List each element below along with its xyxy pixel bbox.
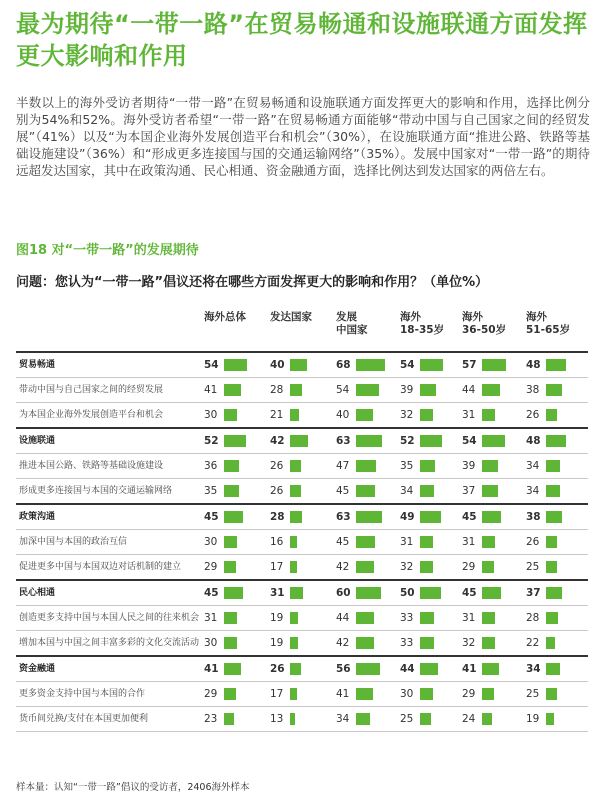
row-label: 促进更多中国与本国双边对话机制的建立	[19, 562, 182, 572]
value-number: 30	[400, 688, 414, 700]
category-row	[16, 503, 588, 529]
value-number: 29	[204, 561, 218, 573]
value-bar	[420, 561, 433, 573]
value-bar	[290, 561, 297, 573]
item-row	[16, 402, 588, 427]
row-label: 加深中国与本国的政治互信	[19, 537, 128, 547]
value-bar	[420, 384, 436, 396]
value-number: 19	[526, 713, 540, 725]
value-number: 54	[400, 359, 415, 371]
value-bar	[546, 435, 566, 447]
value-bar	[356, 536, 375, 548]
value-bar	[482, 511, 501, 523]
value-number: 45	[204, 511, 219, 523]
value-number: 42	[336, 637, 350, 649]
value-bar	[356, 561, 374, 573]
value-bar	[224, 713, 234, 725]
value-bar	[482, 612, 495, 624]
column-header-line2: 中国家	[336, 324, 368, 336]
figure-title: 图18 对“一带一路”的发展期待	[16, 243, 199, 258]
value-bar	[290, 511, 302, 523]
value-number: 45	[336, 536, 350, 548]
row-label: 形成更多连接国与本国的交通运输网络	[19, 486, 173, 496]
value-bar	[546, 587, 562, 599]
category-row	[16, 427, 588, 453]
value-bar	[482, 384, 500, 396]
value-number: 44	[336, 612, 350, 624]
value-bar	[356, 688, 373, 700]
row-label: 带动中国与自己国家之间的经贸发展	[19, 385, 164, 395]
value-bar	[356, 663, 380, 675]
value-bar	[546, 612, 558, 624]
value-number: 38	[526, 511, 541, 523]
item-row	[16, 529, 588, 554]
value-number: 41	[204, 663, 219, 675]
value-bar	[420, 460, 435, 472]
value-number: 34	[526, 663, 541, 675]
value-number: 35	[400, 460, 414, 472]
value-number: 44	[462, 384, 476, 396]
item-row	[16, 630, 588, 655]
value-number: 25	[526, 561, 540, 573]
value-bar	[482, 663, 499, 675]
value-number: 13	[270, 713, 284, 725]
column-header-line1: 发达国家	[270, 311, 312, 323]
results-table	[16, 311, 588, 732]
column-header	[336, 311, 368, 337]
value-number: 28	[526, 612, 540, 624]
item-row	[16, 453, 588, 478]
value-bar	[546, 359, 566, 371]
value-bar	[420, 409, 433, 421]
value-bar	[356, 409, 373, 421]
category-row	[16, 579, 588, 605]
value-bar	[482, 460, 498, 472]
row-label: 更多资金支持中国与本国的合作	[19, 689, 146, 699]
value-bar	[290, 435, 308, 447]
value-bar	[546, 460, 560, 472]
value-number: 45	[204, 587, 219, 599]
value-number: 29	[462, 688, 476, 700]
value-number: 41	[336, 688, 350, 700]
value-bar	[224, 663, 241, 675]
value-number: 54	[462, 435, 477, 447]
value-number: 39	[462, 460, 476, 472]
value-number: 24	[462, 713, 476, 725]
column-header-line2: 18-35岁	[400, 324, 445, 336]
item-row	[16, 377, 588, 402]
value-number: 45	[462, 587, 477, 599]
item-row	[16, 478, 588, 503]
value-number: 40	[270, 359, 285, 371]
value-bar	[356, 713, 370, 725]
value-bar	[224, 435, 246, 447]
value-number: 54	[204, 359, 219, 371]
value-number: 29	[462, 561, 476, 573]
value-number: 32	[462, 637, 476, 649]
value-number: 37	[462, 485, 476, 497]
item-row	[16, 681, 588, 706]
page-title: 最为期待“一带一路”在贸易畅通和设施联通方面发挥更大影响和作用	[16, 10, 588, 70]
value-number: 35	[204, 485, 218, 497]
row-label: 创造更多支持中国与本国人民之间的往来机会	[19, 613, 200, 623]
column-header-line2: 51-65岁	[526, 324, 571, 336]
value-number: 30	[204, 409, 218, 421]
value-number: 34	[526, 485, 540, 497]
value-bar	[356, 359, 385, 371]
value-bar	[290, 460, 301, 472]
value-bar	[482, 637, 495, 649]
item-row	[16, 554, 588, 579]
value-bar	[290, 587, 303, 599]
value-bar	[482, 536, 495, 548]
value-bar	[224, 536, 237, 548]
value-bar	[420, 688, 433, 700]
value-bar	[482, 561, 494, 573]
value-bar	[290, 713, 295, 725]
value-bar	[482, 587, 501, 599]
value-bar	[420, 713, 431, 725]
value-number: 41	[204, 384, 218, 396]
value-number: 63	[336, 435, 351, 447]
value-number: 21	[270, 409, 284, 421]
row-label: 贸易畅通	[19, 360, 56, 370]
column-header	[270, 311, 312, 324]
value-bar	[290, 359, 307, 371]
value-number: 31	[400, 536, 414, 548]
value-bar	[546, 485, 560, 497]
value-bar	[420, 435, 442, 447]
value-number: 26	[270, 663, 285, 675]
value-number: 68	[336, 359, 351, 371]
column-header	[204, 311, 246, 324]
value-number: 37	[526, 587, 541, 599]
value-number: 48	[526, 435, 541, 447]
value-number: 19	[270, 637, 284, 649]
value-bar	[420, 536, 433, 548]
value-bar	[290, 485, 301, 497]
value-number: 48	[526, 359, 541, 371]
value-bar	[356, 435, 382, 447]
value-number: 33	[400, 612, 414, 624]
value-number: 26	[526, 409, 540, 421]
value-number: 50	[400, 587, 415, 599]
value-bar	[224, 612, 237, 624]
value-bar	[224, 359, 247, 371]
value-bar	[420, 485, 434, 497]
value-number: 52	[204, 435, 219, 447]
value-number: 42	[336, 561, 350, 573]
value-number: 16	[270, 536, 284, 548]
column-header	[462, 311, 506, 337]
value-bar	[546, 409, 557, 421]
value-number: 30	[204, 536, 218, 548]
row-label: 政策沟通	[19, 512, 56, 522]
column-header-line1: 海外	[526, 311, 547, 323]
value-number: 17	[270, 688, 284, 700]
sample-footnote: 样本量：认知“一带一路”倡议的受访者，2406海外样本	[16, 782, 250, 793]
column-header-line1: 海外总体	[204, 311, 246, 323]
value-bar	[224, 561, 236, 573]
value-number: 31	[204, 612, 218, 624]
value-bar	[356, 587, 381, 599]
value-number: 49	[400, 511, 415, 523]
value-number: 23	[204, 713, 218, 725]
value-number: 31	[462, 536, 476, 548]
value-number: 26	[270, 460, 284, 472]
value-bar	[290, 637, 298, 649]
value-bar	[546, 384, 562, 396]
value-number: 56	[336, 663, 351, 675]
value-bar	[482, 713, 492, 725]
value-bar	[546, 637, 555, 649]
value-number: 31	[270, 587, 285, 599]
value-bar	[546, 561, 557, 573]
value-bar	[482, 485, 498, 497]
value-bar	[546, 713, 554, 725]
column-header-line2: 36-50岁	[462, 324, 507, 336]
value-bar	[420, 663, 438, 675]
row-label: 设施联通	[19, 436, 56, 446]
value-bar	[290, 409, 299, 421]
value-number: 30	[204, 637, 218, 649]
value-bar	[356, 637, 374, 649]
value-number: 44	[400, 663, 415, 675]
value-bar	[224, 688, 236, 700]
value-bar	[482, 359, 506, 371]
value-number: 32	[400, 561, 414, 573]
value-number: 42	[270, 435, 285, 447]
value-number: 45	[336, 485, 350, 497]
value-bar	[482, 409, 495, 421]
survey-question: 问题：您认为“一带一路”倡议还将在哪些方面发挥更大的影响和作用？（单位%）	[16, 275, 489, 290]
value-number: 38	[526, 384, 540, 396]
value-number: 33	[400, 637, 414, 649]
value-number: 26	[270, 485, 284, 497]
row-label: 增加本国与中国之间丰富多彩的文化交流活动	[19, 638, 200, 648]
value-number: 41	[462, 663, 477, 675]
value-number: 26	[526, 536, 540, 548]
value-number: 47	[336, 460, 350, 472]
value-number: 29	[204, 688, 218, 700]
value-number: 28	[270, 384, 284, 396]
row-label: 为本国企业海外发展创造平台和机会	[19, 410, 164, 420]
value-bar	[420, 511, 441, 523]
value-bar	[356, 460, 376, 472]
value-number: 45	[462, 511, 477, 523]
value-bar	[546, 511, 562, 523]
value-number: 36	[204, 460, 218, 472]
value-bar	[420, 612, 434, 624]
value-number: 25	[526, 688, 540, 700]
value-bar	[224, 409, 237, 421]
table-header	[16, 311, 588, 351]
value-bar	[290, 536, 297, 548]
column-header-line1: 发展	[336, 311, 357, 323]
category-row	[16, 655, 588, 681]
category-row	[16, 351, 588, 377]
value-number: 54	[336, 384, 350, 396]
value-bar	[224, 637, 237, 649]
value-bar	[420, 359, 443, 371]
table-body	[16, 351, 588, 732]
value-number: 34	[336, 713, 350, 725]
value-number: 31	[462, 409, 476, 421]
value-number: 25	[400, 713, 414, 725]
value-bar	[290, 612, 298, 624]
value-bar	[290, 663, 301, 675]
value-bar	[224, 587, 243, 599]
value-number: 52	[400, 435, 415, 447]
value-number: 19	[270, 612, 284, 624]
value-number: 34	[400, 485, 414, 497]
value-bar	[356, 485, 375, 497]
value-bar	[290, 688, 297, 700]
row-label: 推进本国公路、铁路等基础设施建设	[19, 461, 164, 471]
value-bar	[482, 435, 505, 447]
intro-paragraph: 半数以上的海外受访者期待“一带一路”在贸易畅通和设施联通方面发挥更大的影响和作用，选择比例分别为54%和52%。海外受访者希望“一带一路”在贸易畅通方面能够“带动中国与自己国家之间的经贸发展”（41%）以及“为本国企业海外发展创造平台和机会”（30%），在设施联通方面“推进公路、铁路等基础设施建设”（36%）和“形成更多连接国与国的交通运输网络”（35%）。发展中国家对“一带一路”的期待远超发达国家，其中在政策沟通、民心相通、资金融通方面，选择比例达到发达国家的两倍左右。	[16, 95, 590, 178]
column-header-line1: 海外	[462, 311, 483, 323]
value-number: 34	[526, 460, 540, 472]
value-bar	[420, 587, 441, 599]
item-row	[16, 605, 588, 630]
value-number: 28	[270, 511, 285, 523]
value-bar	[224, 384, 241, 396]
value-number: 17	[270, 561, 284, 573]
column-header-line1: 海外	[400, 311, 421, 323]
value-number: 39	[400, 384, 414, 396]
value-bar	[420, 637, 434, 649]
value-bar	[546, 663, 560, 675]
column-header	[526, 311, 570, 337]
value-bar	[224, 460, 239, 472]
value-number: 60	[336, 587, 351, 599]
value-bar	[224, 485, 239, 497]
value-number: 22	[526, 637, 540, 649]
row-label: 民心相通	[19, 588, 56, 598]
value-bar	[546, 688, 557, 700]
row-label: 货币间兑换/支付在本国更加便利	[19, 714, 149, 724]
value-number: 57	[462, 359, 477, 371]
item-row	[16, 706, 588, 732]
value-number: 31	[462, 612, 476, 624]
value-number: 32	[400, 409, 414, 421]
value-bar	[290, 384, 302, 396]
row-label: 资金融通	[19, 664, 56, 674]
value-bar	[356, 384, 379, 396]
value-bar	[482, 688, 494, 700]
value-number: 40	[336, 409, 350, 421]
value-bar	[224, 511, 243, 523]
column-header	[400, 311, 444, 337]
value-number: 63	[336, 511, 351, 523]
value-bar	[546, 536, 557, 548]
value-bar	[356, 612, 374, 624]
value-bar	[356, 511, 382, 523]
